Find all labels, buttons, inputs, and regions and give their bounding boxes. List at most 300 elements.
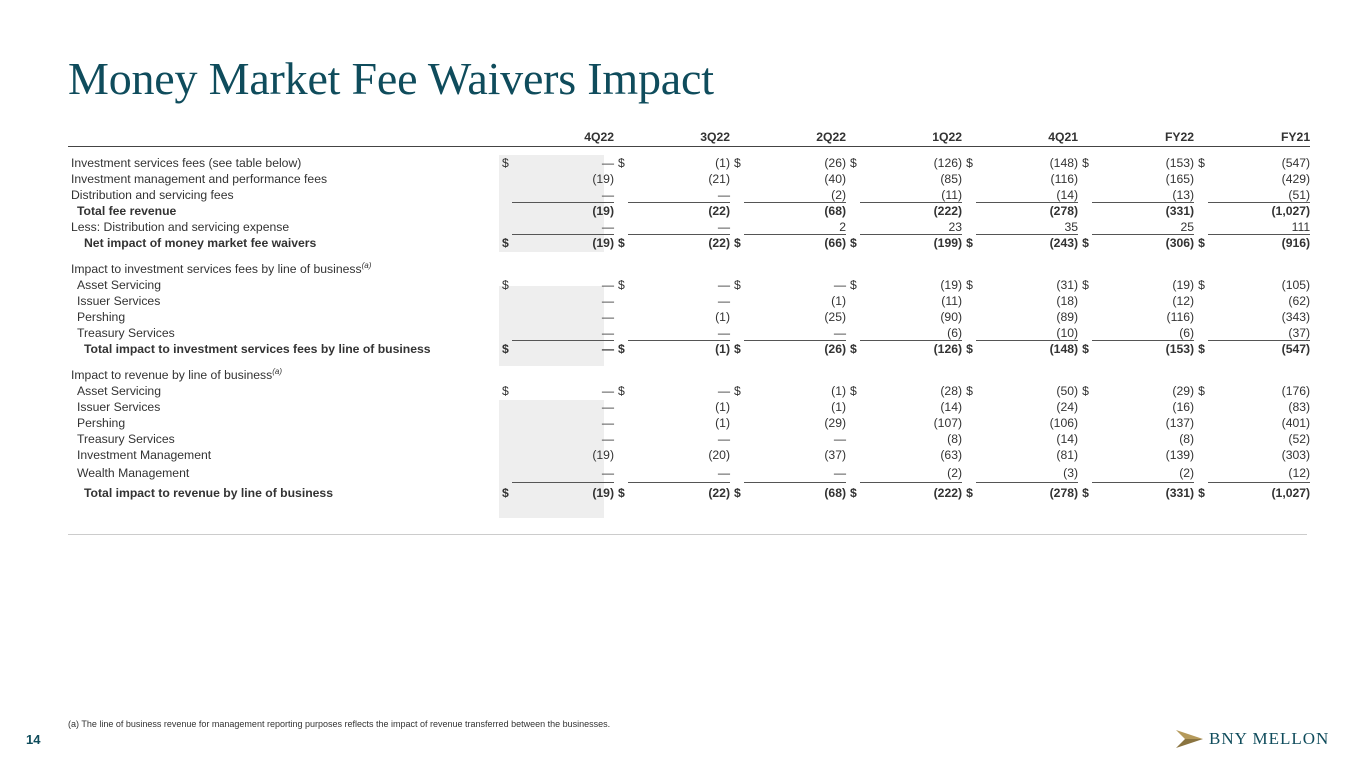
table-row (68, 155, 1310, 171)
fee-waiver-table (68, 129, 1310, 503)
value-cell: (106) (1049, 416, 1079, 430)
value-cell: (16) (1172, 400, 1195, 414)
value-cell: 111 (1208, 219, 1310, 235)
currency-symbol (498, 325, 512, 341)
currency-symbol: $ (734, 236, 741, 250)
currency-symbol: $ (850, 236, 857, 250)
section-heading (68, 261, 1310, 277)
value-cell: (331) (1165, 204, 1195, 218)
value-cell: (6) (1092, 325, 1194, 341)
value-cell: (10) (976, 325, 1078, 341)
currency-symbol (846, 415, 860, 431)
currency-symbol: $ (618, 156, 625, 170)
value-cell: — (833, 432, 847, 446)
value-cell: (8) (1179, 432, 1195, 446)
row-label: Treasury Services (77, 326, 175, 340)
value-cell: (18) (1056, 294, 1079, 308)
footnote-ref: (a) (361, 260, 372, 270)
value-cell: (29) (1172, 384, 1195, 398)
currency-symbol (846, 203, 860, 219)
row-label: Investment management and performance fees (71, 172, 328, 186)
logo-text: BNY MELLON (1209, 729, 1330, 748)
currency-symbol: $ (1198, 486, 1205, 500)
value-cell: (37) (1208, 325, 1310, 341)
currency-symbol: $ (850, 384, 857, 398)
bny-mellon-logo (1176, 728, 1329, 750)
currency-symbol (1078, 415, 1092, 431)
value-cell: (126) (933, 156, 963, 170)
value-cell: (11) (860, 187, 962, 203)
currency-symbol: $ (1198, 236, 1205, 250)
currency-symbol: $ (618, 278, 625, 292)
currency-symbol (962, 415, 976, 431)
currency-symbol (846, 309, 860, 325)
value-cell: (343) (1281, 310, 1311, 324)
value-cell: (105) (1281, 278, 1311, 292)
value-cell: (6) (860, 325, 962, 341)
currency-symbol: $ (502, 278, 509, 292)
value-cell: (21) (708, 172, 731, 186)
value-cell: (3) (976, 463, 1078, 483)
currency-symbol (498, 447, 512, 463)
currency-symbol: $ (966, 384, 973, 398)
currency-symbol (498, 293, 512, 309)
value-cell: (26) (824, 156, 847, 170)
currency-symbol: $ (734, 384, 741, 398)
value-cell: (2) (744, 187, 846, 203)
value-cell: (40) (824, 172, 847, 186)
value-cell: (14) (940, 400, 963, 414)
value-cell: (116) (1050, 172, 1079, 186)
column-header: FY22 (1078, 129, 1194, 147)
value-cell: (1) (831, 400, 847, 414)
value-cell: — (601, 400, 615, 414)
currency-symbol: $ (966, 236, 973, 250)
currency-symbol (846, 399, 860, 415)
currency-symbol (846, 447, 860, 463)
currency-symbol (1078, 293, 1092, 309)
value-cell: — (744, 463, 846, 483)
value-cell: — (601, 294, 615, 308)
currency-symbol (730, 463, 744, 483)
value-cell: (12) (1208, 463, 1310, 483)
value-cell: (278) (1049, 486, 1079, 500)
table-row (68, 187, 1310, 203)
currency-symbol (614, 447, 628, 463)
value-cell: (37) (824, 448, 847, 462)
currency-symbol: $ (1082, 278, 1089, 292)
value-cell: (1) (715, 416, 731, 430)
value-cell: — (628, 219, 730, 235)
currency-symbol: $ (1198, 342, 1205, 356)
currency-symbol (498, 431, 512, 447)
currency-symbol (1078, 399, 1092, 415)
value-cell: (148) (1049, 156, 1079, 170)
total-row (68, 203, 1310, 219)
currency-symbol (730, 293, 744, 309)
table-row (68, 415, 1310, 431)
value-cell: (2) (860, 463, 962, 483)
value-cell: (1) (715, 156, 731, 170)
column-header: 4Q21 (962, 129, 1078, 147)
value-cell: (153) (1165, 342, 1195, 356)
currency-symbol (846, 219, 860, 235)
row-label: Issuer Services (77, 400, 161, 414)
value-cell: — (601, 432, 615, 446)
row-label: Investment Management (77, 448, 212, 462)
currency-symbol (846, 463, 860, 483)
value-cell: — (601, 384, 615, 398)
currency-symbol (1194, 399, 1208, 415)
value-cell: (1) (831, 384, 847, 398)
value-cell: (1) (831, 294, 847, 308)
value-cell: (1) (715, 400, 731, 414)
row-label: Treasury Services (77, 432, 175, 446)
value-cell: (22) (708, 204, 731, 218)
currency-symbol (962, 447, 976, 463)
currency-symbol (498, 309, 512, 325)
currency-symbol (614, 309, 628, 325)
currency-symbol (730, 203, 744, 219)
value-cell: (1) (715, 342, 731, 356)
value-cell: (25) (824, 310, 847, 324)
value-cell: (19) (592, 236, 615, 250)
currency-symbol: $ (734, 486, 741, 500)
row-label: Distribution and servicing fees (71, 188, 234, 202)
value-cell: — (717, 294, 731, 308)
currency-symbol: $ (966, 342, 973, 356)
currency-symbol: $ (850, 156, 857, 170)
currency-symbol (846, 187, 860, 203)
value-cell: (331) (1165, 486, 1195, 500)
value-cell: (51) (1208, 187, 1310, 203)
currency-symbol (1194, 325, 1208, 341)
currency-symbol (1194, 219, 1208, 235)
currency-symbol (962, 463, 976, 483)
currency-symbol (962, 219, 976, 235)
currency-symbol (1194, 171, 1208, 187)
bottom-divider (68, 534, 1307, 535)
spacer-row (68, 147, 1310, 156)
value-cell: (52) (1288, 432, 1311, 446)
currency-symbol (614, 171, 628, 187)
currency-symbol (1194, 187, 1208, 203)
page-title: Money Market Fee Waivers Impact (68, 53, 714, 104)
currency-symbol: $ (734, 278, 741, 292)
currency-symbol (846, 431, 860, 447)
column-header: 4Q22 (498, 129, 614, 147)
currency-symbol (1194, 447, 1208, 463)
table-row (68, 431, 1310, 447)
value-cell: — (601, 416, 615, 430)
currency-symbol: $ (618, 486, 625, 500)
value-cell: (2) (1092, 463, 1194, 483)
currency-symbol: $ (850, 486, 857, 500)
currency-symbol: $ (618, 342, 625, 356)
currency-symbol (614, 293, 628, 309)
section-heading-row (68, 367, 1310, 383)
value-cell: — (601, 310, 615, 324)
value-cell: 2 (744, 219, 846, 235)
currency-symbol (1078, 203, 1092, 219)
table-row (68, 277, 1310, 293)
currency-symbol (614, 431, 628, 447)
value-cell: — (717, 384, 731, 398)
currency-symbol (498, 219, 512, 235)
value-cell: (126) (933, 342, 963, 356)
currency-symbol: $ (850, 278, 857, 292)
row-label: Asset Servicing (77, 278, 161, 292)
value-cell: (1,027) (1271, 204, 1311, 218)
currency-symbol: $ (966, 486, 973, 500)
currency-symbol (614, 463, 628, 483)
currency-symbol: $ (618, 236, 625, 250)
value-cell: — (833, 278, 847, 292)
value-cell: (222) (933, 204, 963, 218)
currency-symbol: $ (1198, 384, 1205, 398)
row-label: Pershing (77, 416, 126, 430)
currency-symbol: $ (1082, 342, 1089, 356)
currency-symbol (614, 325, 628, 341)
value-cell: (1) (715, 310, 731, 324)
row-label: Investment services fees (see table below) (71, 156, 302, 170)
column-header: 3Q22 (614, 129, 730, 147)
currency-symbol (498, 415, 512, 431)
total-row (68, 341, 1310, 357)
currency-symbol (962, 187, 976, 203)
row-label: Total impact to investment services fees by line of business (84, 342, 431, 356)
value-cell: (8) (947, 432, 963, 446)
value-cell: 35 (976, 219, 1078, 235)
table-row (68, 399, 1310, 415)
value-cell: (19) (592, 448, 615, 462)
row-label: Issuer Services (77, 294, 161, 308)
value-cell: — (628, 187, 730, 203)
value-cell: (916) (1281, 236, 1311, 250)
value-cell: — (628, 463, 730, 483)
table-header-row (68, 129, 1310, 147)
value-cell: (139) (1165, 448, 1195, 462)
currency-symbol (1194, 431, 1208, 447)
section-heading-text: Impact to investment services fees by line of business (71, 262, 362, 276)
currency-symbol: $ (1082, 156, 1089, 170)
value-cell: (401) (1281, 416, 1311, 430)
currency-symbol: $ (1082, 486, 1089, 500)
currency-symbol: $ (734, 342, 741, 356)
currency-symbol (730, 325, 744, 341)
value-cell: — (744, 325, 846, 341)
value-cell: (14) (1056, 432, 1079, 446)
section-heading (68, 367, 1310, 383)
logo-mark-icon (1176, 728, 1203, 750)
currency-symbol (498, 171, 512, 187)
value-cell: (85) (940, 172, 963, 186)
value-cell: — (628, 325, 730, 341)
value-cell: (107) (933, 416, 963, 430)
row-label: Total fee revenue (77, 204, 177, 218)
value-cell: — (512, 219, 614, 235)
value-cell: 23 (860, 219, 962, 235)
currency-symbol (962, 293, 976, 309)
currency-symbol (730, 447, 744, 463)
value-cell: (222) (933, 486, 963, 500)
value-cell: (66) (824, 236, 847, 250)
row-label: Asset Servicing (77, 384, 161, 398)
value-cell: (22) (708, 486, 731, 500)
currency-symbol (498, 463, 512, 483)
value-cell: (199) (933, 236, 963, 250)
value-cell: (19) (592, 486, 615, 500)
currency-symbol (614, 203, 628, 219)
currency-symbol (498, 399, 512, 415)
currency-symbol (1078, 187, 1092, 203)
value-cell: (153) (1165, 156, 1195, 170)
currency-symbol (730, 309, 744, 325)
value-cell: (12) (1172, 294, 1195, 308)
currency-symbol (962, 399, 976, 415)
currency-symbol (1194, 293, 1208, 309)
table-body (68, 147, 1310, 504)
value-cell: — (512, 463, 614, 483)
currency-symbol (498, 203, 512, 219)
value-cell: (547) (1281, 342, 1311, 356)
currency-symbol (730, 171, 744, 187)
table-row (68, 219, 1310, 235)
footnote-ref: (a) (272, 366, 282, 376)
currency-symbol (730, 415, 744, 431)
section-heading-row (68, 261, 1310, 277)
value-cell: (22) (708, 236, 731, 250)
currency-symbol: $ (502, 384, 509, 398)
value-cell: (63) (940, 448, 963, 462)
currency-symbol (730, 431, 744, 447)
currency-symbol (1078, 463, 1092, 483)
column-header: FY21 (1194, 129, 1310, 147)
currency-symbol (962, 325, 976, 341)
currency-symbol: $ (502, 486, 509, 500)
value-cell: (19) (1172, 278, 1195, 292)
total-row (68, 483, 1310, 503)
value-cell: (19) (940, 278, 963, 292)
value-cell: (243) (1049, 236, 1079, 250)
currency-symbol: $ (966, 156, 973, 170)
currency-symbol: $ (1198, 278, 1205, 292)
currency-symbol: $ (502, 342, 509, 356)
value-cell: (176) (1281, 384, 1311, 398)
currency-symbol (1194, 415, 1208, 431)
currency-symbol (1194, 309, 1208, 325)
value-cell: — (717, 432, 731, 446)
value-cell: (62) (1288, 294, 1311, 308)
currency-symbol (614, 415, 628, 431)
currency-symbol (614, 399, 628, 415)
header-label-cell (68, 129, 498, 147)
table-row (68, 447, 1310, 463)
value-cell: (28) (940, 384, 963, 398)
table-row (68, 171, 1310, 187)
currency-symbol (962, 171, 976, 187)
currency-symbol (1078, 219, 1092, 235)
value-cell: (83) (1288, 400, 1311, 414)
row-label: Wealth Management (77, 466, 190, 480)
value-cell: (29) (824, 416, 847, 430)
currency-symbol (614, 219, 628, 235)
currency-symbol (1194, 463, 1208, 483)
value-cell: (429) (1281, 172, 1311, 186)
value-cell: (137) (1165, 416, 1195, 430)
currency-symbol: $ (502, 156, 509, 170)
value-cell: (278) (1049, 204, 1079, 218)
currency-symbol: $ (850, 342, 857, 356)
currency-symbol (730, 219, 744, 235)
value-cell: (116) (1166, 310, 1195, 324)
value-cell: — (601, 156, 615, 170)
value-cell: (165) (1165, 172, 1195, 186)
value-cell: — (601, 278, 615, 292)
currency-symbol (1078, 325, 1092, 341)
spacer-cell (68, 357, 1310, 367)
currency-symbol (1078, 447, 1092, 463)
currency-symbol: $ (1082, 236, 1089, 250)
currency-symbol (1078, 309, 1092, 325)
value-cell: (19) (592, 172, 615, 186)
currency-symbol: $ (618, 384, 625, 398)
value-cell: (547) (1281, 156, 1311, 170)
value-cell: (68) (824, 204, 847, 218)
value-cell: (50) (1056, 384, 1079, 398)
table-row (68, 463, 1310, 483)
column-header: 2Q22 (730, 129, 846, 147)
value-cell: — (512, 325, 614, 341)
value-cell: (81) (1056, 448, 1079, 462)
value-cell: (24) (1056, 400, 1079, 414)
currency-symbol: $ (966, 278, 973, 292)
value-cell: (89) (1056, 310, 1079, 324)
currency-symbol (730, 399, 744, 415)
spacer-row (68, 251, 1310, 261)
value-cell: (31) (1056, 278, 1079, 292)
value-cell: (148) (1049, 342, 1079, 356)
table-row (68, 293, 1310, 309)
currency-symbol (846, 171, 860, 187)
currency-symbol (962, 203, 976, 219)
value-cell: (13) (1092, 187, 1194, 203)
row-label: Pershing (77, 310, 126, 324)
value-cell: (90) (940, 310, 963, 324)
currency-symbol (614, 187, 628, 203)
currency-symbol (1078, 431, 1092, 447)
value-cell: (19) (592, 204, 615, 218)
value-cell: (11) (941, 294, 963, 308)
value-cell: — (512, 187, 614, 203)
spacer-row (68, 357, 1310, 367)
value-cell: (306) (1165, 236, 1195, 250)
table-row (68, 325, 1310, 341)
spacer-cell (68, 251, 1310, 261)
value-cell: (303) (1281, 448, 1311, 462)
footnote: (a) The line of business revenue for management reporting purposes reflects the impact of revenue transferred between the businesses. (68, 719, 611, 729)
column-header: 1Q22 (846, 129, 962, 147)
row-label: Less: Distribution and servicing expense (71, 220, 290, 234)
table-row (68, 309, 1310, 325)
value-cell: (20) (708, 448, 731, 462)
currency-symbol: $ (734, 156, 741, 170)
section-heading-text: Impact to revenue by line of business (71, 368, 273, 382)
total-row (68, 235, 1310, 251)
row-label: Net impact of money market fee waivers (84, 236, 317, 250)
page-number: 14 (26, 732, 41, 747)
currency-symbol: $ (1082, 384, 1089, 398)
